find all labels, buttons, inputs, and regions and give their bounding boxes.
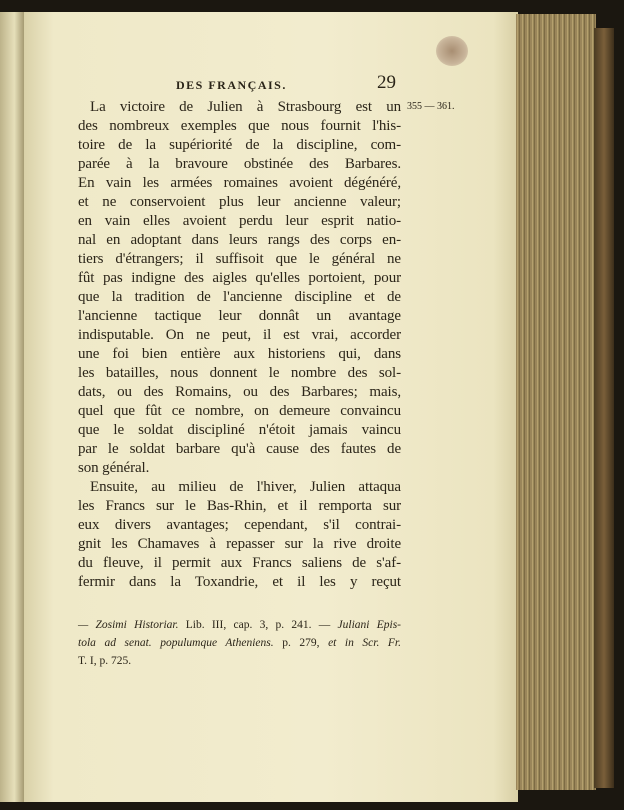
footnote-citation: Juliani Epis- (337, 619, 401, 631)
text-line: fermir dans la Toxandrie, et il les y reçut (78, 574, 401, 590)
text-line: et ne conservoient plus leur ancienne valeur; (78, 194, 401, 210)
text-line: des nombreux exemples que nous fournit l'his- (78, 118, 401, 134)
text-line: eux divers avantages; cependant, s'il contrai- (78, 517, 401, 533)
text-line: les Francs sur le Bas-Rhin, et il remporta sur (78, 498, 401, 514)
footnote-text: T. I, p. 725. (78, 655, 132, 667)
text-line: nal en adoptant dans leurs rangs des corps en- (78, 232, 401, 248)
text-line: que la tradition de l'ancienne discipline et de (78, 289, 401, 305)
text-line: son général. (78, 460, 150, 476)
running-title: DES FRANÇAIS. (176, 78, 287, 92)
footnote-text: p. 279, (273, 637, 329, 649)
text-line: indisputable. On ne peut, il est vrai, accorder (78, 327, 401, 343)
footnote-citation: tola ad senat. populumque Atheniens. (78, 637, 274, 649)
text-line: gnit les Chamaves à repasser sur la rive droite (78, 536, 401, 552)
text-line: tiers d'étrangers; il suffisoit que le général ne (78, 251, 401, 267)
text-line: que le soldat discipliné n'étoit jamais vaincu (78, 422, 401, 438)
text-line: fût pas indigne des aigles qu'elles portoient, pour (78, 270, 401, 286)
footnote-citation: — Zosimi Historiar. (78, 619, 179, 631)
text-block (78, 98, 401, 670)
page-number: 29 (377, 72, 396, 93)
text-line: les batailles, nous donnent le nombre des sol- (78, 365, 401, 381)
text-line: En vain les armées romaines avoient dégénéré, (78, 175, 401, 191)
text-line: l'ancienne tactique leur donnât un avantage (78, 308, 401, 324)
footnote-text: Lib. III, cap. 3, p. 241. — (178, 619, 338, 631)
text-line: parée à la bravoure obstinée des Barbares. (78, 156, 401, 172)
facing-page-edge (0, 12, 24, 802)
footnote (78, 616, 401, 670)
text-line: Ensuite, au milieu de l'hiver, Julien attaqua (90, 479, 401, 495)
text-line: par le soldat barbare qu'à cause des fautes de (78, 441, 401, 457)
text-line: toire de la supériorité de la discipline, com- (78, 137, 401, 153)
text-line: du fleuve, il permit aux Francs saliens de s'af- (78, 555, 401, 571)
text-line: en vain elles avoient perdu leur esprit natio- (78, 213, 401, 229)
stain-mark (436, 36, 468, 66)
margin-note: 355 — 361. (407, 101, 455, 112)
book-cover (594, 28, 614, 788)
body-text (78, 98, 401, 592)
footnote-citation: et in Scr. Fr. (328, 637, 402, 649)
text-line: quel que fût ce nombre, on demeure convaincu (78, 403, 401, 419)
page-edges (516, 14, 596, 790)
text-line: dats, ou des Romains, ou des Barbares; mais, (78, 384, 401, 400)
text-line: une foi bien entière aux historiens qui, dans (78, 346, 401, 362)
text-line: La victoire de Julien à Strasbourg est un (90, 99, 401, 115)
